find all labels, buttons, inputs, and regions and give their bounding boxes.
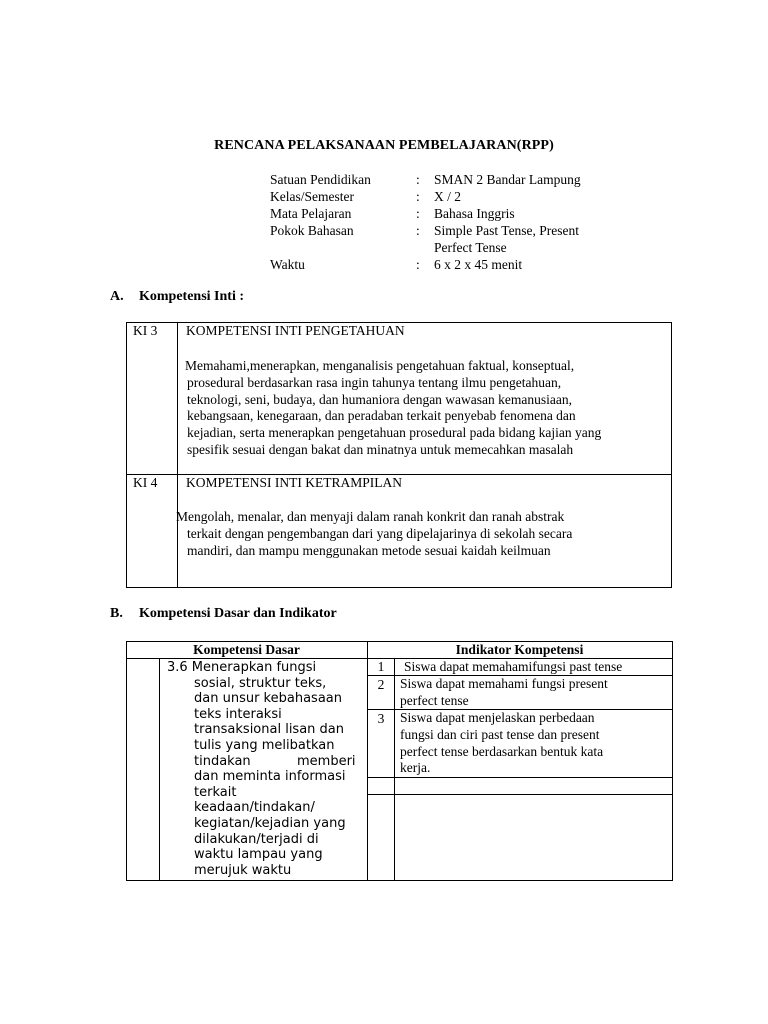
ki-description-line: kejadian, serta menerapkan pengetahuan prosedural pada bidang kajian yang [187,425,602,441]
ki-description-line: prosedural berdasarkan rasa ingin tahunya tentang ilmu pengetahuan, [187,374,562,390]
table-divider [394,658,395,880]
kd-header: Kompetensi Dasar [193,642,300,657]
indikator-text [400,676,608,710]
indikator-text [400,710,603,777]
kd-line: terkait [194,784,237,800]
kd-line: keadaan/tindakan/ [194,800,315,816]
indikator-line: fungsi dan ciri past tense dan present [400,726,600,742]
kd-line: transaksional lisan dan [194,722,344,738]
indikator-number: 3 [377,711,385,726]
kd-line-justified [194,753,356,770]
table-border [126,641,127,881]
ki-description-line: spesifik sesuai dengan bakat dan minatnya untuk memecahkan masalah [187,441,574,457]
ki-code: KI 3 [133,323,158,338]
indikator-line: Siswa dapat menjelaskan perbedaan [400,710,595,725]
kd-word: tindakan [194,753,251,769]
ki-heading: KOMPETENSI INTI PENGETAHUAN [186,323,405,338]
info-value: SMAN 2 Bandar Lampung [434,172,581,187]
kd-line: tulis yang melibatkan [194,737,335,753]
info-label: Mata Pelajaran [270,206,352,221]
kd-line: kegiatan/kejadian yang [194,815,346,831]
ki-description [176,509,572,559]
indikator-line: perfect tense [400,692,469,708]
kd-description [167,660,356,878]
info-label: Kelas/Semester [270,189,354,204]
indikator-number: 1 [377,659,385,674]
info-value: X / 2 [434,189,461,204]
info-colon: : [416,189,420,204]
table-border [126,880,673,881]
table-border [672,641,673,881]
kd-line: merujuk waktu [194,862,292,878]
info-value: 6 x 2 x 45 menit [434,257,523,272]
kd-line: waktu lampau yang [194,847,323,863]
kd-line: dan unsur kebahasaan [194,691,342,707]
kd-word: memberi [297,753,356,769]
info-colon: : [416,206,420,221]
indikator-line: kerja. [400,760,431,776]
ki-description-line: Mengolah, menalar, dan menyaji dalam ranah konkrit dan ranah abstrak [176,509,565,524]
indikator-header: Indikator Kompetensi [455,642,584,657]
ki-code: KI 4 [133,475,158,490]
section-title: Kompetensi Inti : [139,289,244,304]
kd-line: sosial, struktur teks, [194,675,327,691]
kd-line: dan meminta informasi [194,769,346,785]
info-colon: : [416,172,420,187]
ki-description-line: kebangsaan, kenegaraan, dan peradaban terkait penyebab fenomena dan [187,408,576,424]
kd-line: teks interaksi [194,706,282,722]
info-colon: : [416,257,420,272]
table-divider [367,794,673,795]
indikator-line: perfect tense berdasarkan bentuk kata [400,743,604,759]
info-label: Waktu [270,257,305,272]
indikator-line: Siswa dapat memahamifungsi past tense [404,659,623,674]
indikator-text [404,658,622,675]
info-value: Bahasa Inggris [434,206,515,221]
kd-line: dilakukan/terjadi di [194,831,319,847]
info-label: Pokok Bahasan [270,223,354,238]
info-label: Satuan Pendidikan [270,172,371,187]
ki-description-line: terkait dengan pengembangan dari yang dipelajarinya di sekolah secara [187,525,573,541]
ki-heading: KOMPETENSI INTI KETRAMPILAN [186,475,402,490]
ki-description [185,358,601,459]
section-number: A. [110,289,124,304]
ki-description-line: Memahami,menerapkan, menganalisis pengetahuan faktual, konseptual, [185,358,575,373]
ki-description-line: teknologi, seni, budaya, dan humaniora dengan wawasan kemanusiaan, [187,391,573,407]
section-title: Kompetensi Dasar dan Indikator [139,606,337,621]
section-a-heading [110,289,510,307]
info-colon: : [416,223,420,238]
section-b-heading [110,606,510,624]
info-value: Simple Past Tense, Present [434,223,580,238]
table-divider [159,658,160,880]
section-number: B. [110,606,123,621]
ki-description-line: mandiri, dan mampu menggunakan metode sesuai kaidah keilmuan [187,542,551,558]
kd-line: 3.6 Menerapkan fungsi [167,660,317,675]
info-value: Perfect Tense [434,240,507,255]
document-title: RENCANA PELAKSANAAN PEMBELAJARAN(RPP) [214,138,554,153]
indikator-number: 2 [377,677,385,692]
indikator-line: Siswa dapat memahami fungsi present [400,676,608,691]
